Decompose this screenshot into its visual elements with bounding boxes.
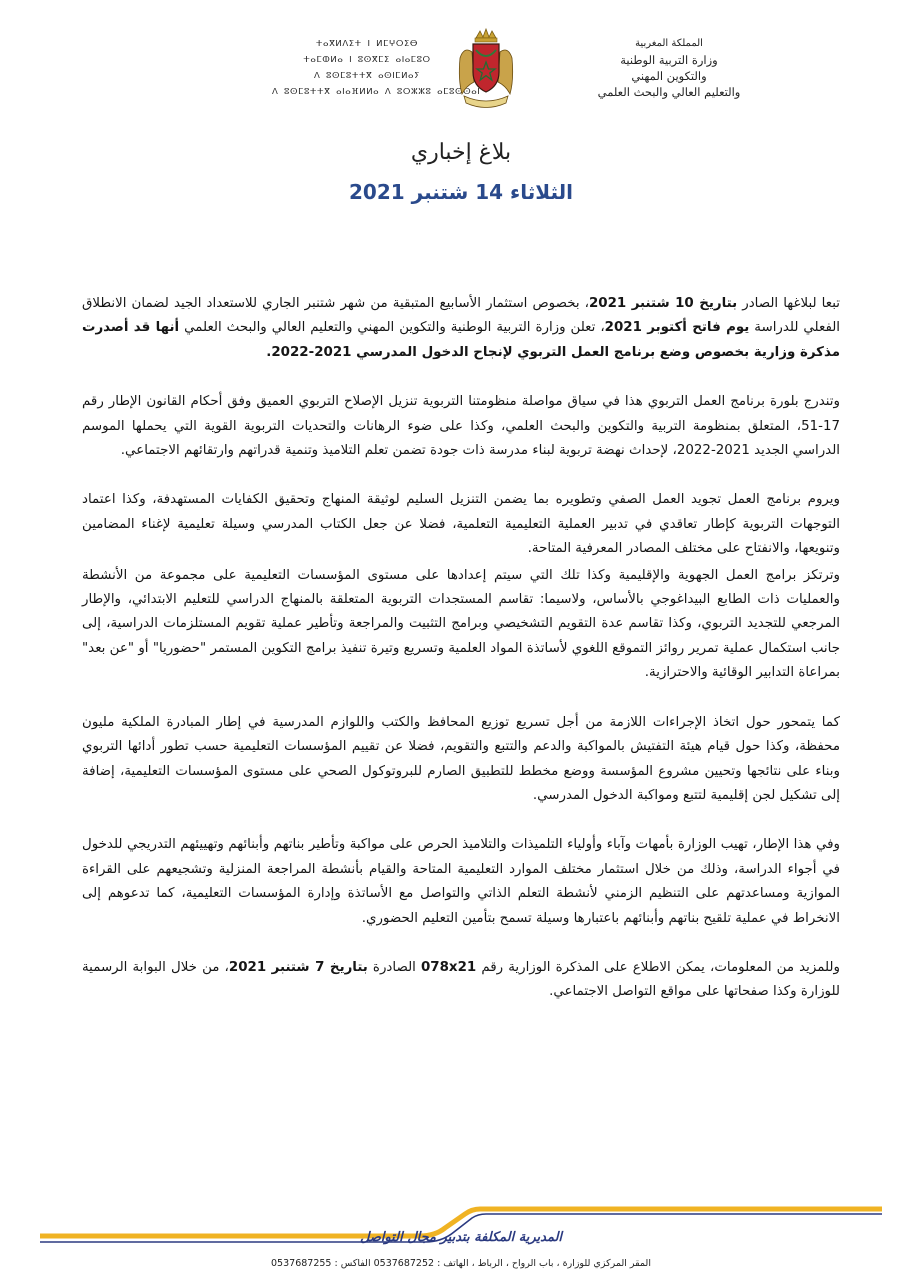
coat-of-arms-icon: [456, 28, 516, 110]
paragraph-text: وفي هذا الإطار، تهيب الوزارة بأمهات وآباء وأولياء التلميذات والتلاميذ الحرص على مواكبة وتأطير بناتهم وأبنائهم وتهييئهم التدريجي للدخول في أجواء الدراسة، وذلك من خلال استثمار مختلف الموارد التعليمية المتاحة والقيام بأنشطة المراجعة المنزلية وتشجيعهم على القراءة الموازية ومساعدتهم على التنظيم الزمني لأنشطة التعلم الذاتي والتواصل مع الأساتذة وإدارة المؤسسات التعليمية، كما تدعوهم إلى الانخراط في عملية تلقيح بناتهم وأبنائهم باعتبارها وسيلة تسمح بتأمين التعليم الحضوري.: [82, 837, 840, 926]
body-paragraph: [82, 956, 840, 1005]
tifinagh-line: ⵜⴰⵎⵀⵍⴰ ⵏ ⵓⵙⴳⵎⵉ ⴰⵏⴰⵎⵓⵔ: [303, 55, 431, 65]
bold-text: أنها قد أصدرت مذكرة وزارية بخصوص وضع برنامج العمل التربوي لإنجاح الدخول المدرسي 2021-2022.: [82, 320, 840, 360]
bold-text: يوم فاتح أكتوبر 2021: [604, 320, 750, 336]
bold-text: بتاريخ 7 شتنبر 2021: [228, 959, 368, 975]
paragraph-text: وتندرج بلورة برنامج العمل التربوي هذا في سياق مواصلة منظومتنا التربوية تنزيل الإصلاح التربوي العميق وفق أحكام القانون الإطار رقم 17-51، المتعلق بمنظومة التربية والتكوين والبحث العلمي، وكذا على ضوء الرهانات والتحديات التربوية القوية التي يحملها الموسم الدراسي الجديد 2021-2022، لإحداث نهضة تربوية لبناء مدرسة ذات جودة تضمن تعلم التلاميذ وتنمية قدراتهم وارتقائهم الاجتماعي.: [82, 394, 840, 459]
body-paragraph: [82, 292, 840, 365]
body-paragraph: [82, 711, 840, 809]
paragraph-text: تبعا لبلاغها الصادر: [737, 296, 840, 311]
paragraph-text: كما يتمحور حول اتخاذ الإجراءات اللازمة من أجل تسريع توزيع المحافظ والكتب واللوازم المدرسية في إطار المبادرة الملكية مليون محفظة، وكذا حول قيام هيئة التفتيش بالمواكبة والدعم والتتبع والتقويم، فضلا عن تقييم المؤسسات التعليمية حسب تطور أدائها التربوي وبناء على نتائجها وتحيين مشروع المؤسسة ووضع مخطط للتطبيق الصارم للبروتوكول الصحي على مستوى المؤسسات التعليمية، إضافة إلى تشكيل لجن إقليمية لتتبع ومواكبة الدخول المدرسي.: [82, 714, 840, 803]
document-body: [82, 292, 840, 1030]
paragraph-text: ، من خلال البوابة الرسمية للوزارة وكذا صفحاتها على مواقع التواصل الاجتماعي.: [82, 959, 840, 1000]
paragraph-text: وللمزيد من المعلومات، يمكن الاطلاع على المذكرة الوزارية رقم: [476, 959, 840, 975]
kingdom-name: المملكة المغربية: [635, 38, 703, 49]
paragraph-text: ، تعلن وزارة التربية الوطنية والتكوين المهني والتعليم العالي والبحث العلمي: [179, 320, 605, 336]
body-paragraph: [82, 833, 840, 931]
body-paragraph: [82, 390, 840, 463]
letterhead: [0, 28, 922, 118]
footer-directorate: المديرية المكلفة بتدبير مجال التواصل: [359, 1230, 563, 1245]
tifinagh-line: ⴷ ⵓⵙⵎⵓⵜⵜⴳ ⴰⵏⴰⴼⵍⵍⴰ ⴷ ⵓⵔⵣⵣⵓ ⴰⵎⵓⵙⵙⴰⵏ: [272, 87, 481, 97]
ministry-line: والتكوين المهني: [631, 69, 707, 83]
document-date: الثلاثاء 14 شتنبر 2021: [349, 180, 573, 204]
bold-text: بتاريخ 10 شتنبر 2021: [588, 296, 738, 311]
ministry-line: وزارة التربية الوطنية: [620, 53, 718, 67]
ministry-line: والتعليم العالي والبحث العلمي: [597, 85, 741, 99]
body-paragraph: [82, 564, 840, 686]
letterhead-tifinagh: [272, 36, 481, 100]
paragraph-text: وترتكز برامج العمل الجهوية والإقليمية وكذا تلك التي سيتم إعدادها على مستوى المؤسسات التعليمية على مجموعة من الأنشطة والعمليات ذات الطابع البيداغوجي بالأساس، ولاسيما: تقاسم المستجدات التربوية المتعلقة بالمنهاج الدراسي للتعليم الابتدائي، والإطار المرجعي للتجديد التربوي، وكذا تقاسم عدة التقويم التشخيصي وبرامج التثبيت والمراجعة وتأطير عملية تقويم المستلزمات الدراسية، إلى جانب استكمال عملية تمرير روائز التموقع اللغوي لأساتذة المواد العلمية وتسريع وتيرة تنفيذ برامج التكوين المستمر "حضوريا" أو "عن بعد" بمراعاة التدابير الوقائية والاحترازية.: [82, 567, 840, 681]
document-title: بلاغ إخباري: [410, 140, 512, 165]
paragraph-text: ، بخصوص استثمار الأسابيع المتبقية من شهر شتنبر الجاري للاستعداد الجيد لضمان الانطلاق الفعلي للدراسة: [82, 296, 841, 336]
body-paragraph: [82, 488, 840, 561]
tifinagh-line: ⴷ ⵓⵙⵎⵓⵜⵜⴳ ⴰⵙⵏⵎⵍⴰⵢ: [313, 71, 421, 81]
tifinagh-line: ⵜⴰⴳⵍⴷⵉⵜ ⵏ ⵍⵎⵖⵔⵉⴱ: [315, 39, 419, 49]
letterhead-arabic: [584, 36, 754, 100]
paragraph-text: الصادرة: [367, 959, 421, 975]
footer-contact: المقر المركزي للوزارة ، باب الرواح ، الرباط ، الهاتف : 0537687252 الفاكس : 0537687255: [271, 1258, 651, 1269]
bold-text: 078x21: [420, 959, 477, 975]
paragraph-text: ويروم برنامج العمل تجويد العمل الصفي وتطويره بما يضمن التنزيل السليم لوثيقة المنهاج وتحقيق الكفايات المستهدفة، وكذا اعتماد التوجهات التربوية كإطار تعاقدي في تدبير العملية التعليمية التعلمية، فضلا عن جعل الكتاب المدرسي وسيلة تعليمية لإغناء المضامين وتنويعها، والانفتاح على مختلف المصادر المعرفية المتاحة.: [82, 492, 840, 557]
